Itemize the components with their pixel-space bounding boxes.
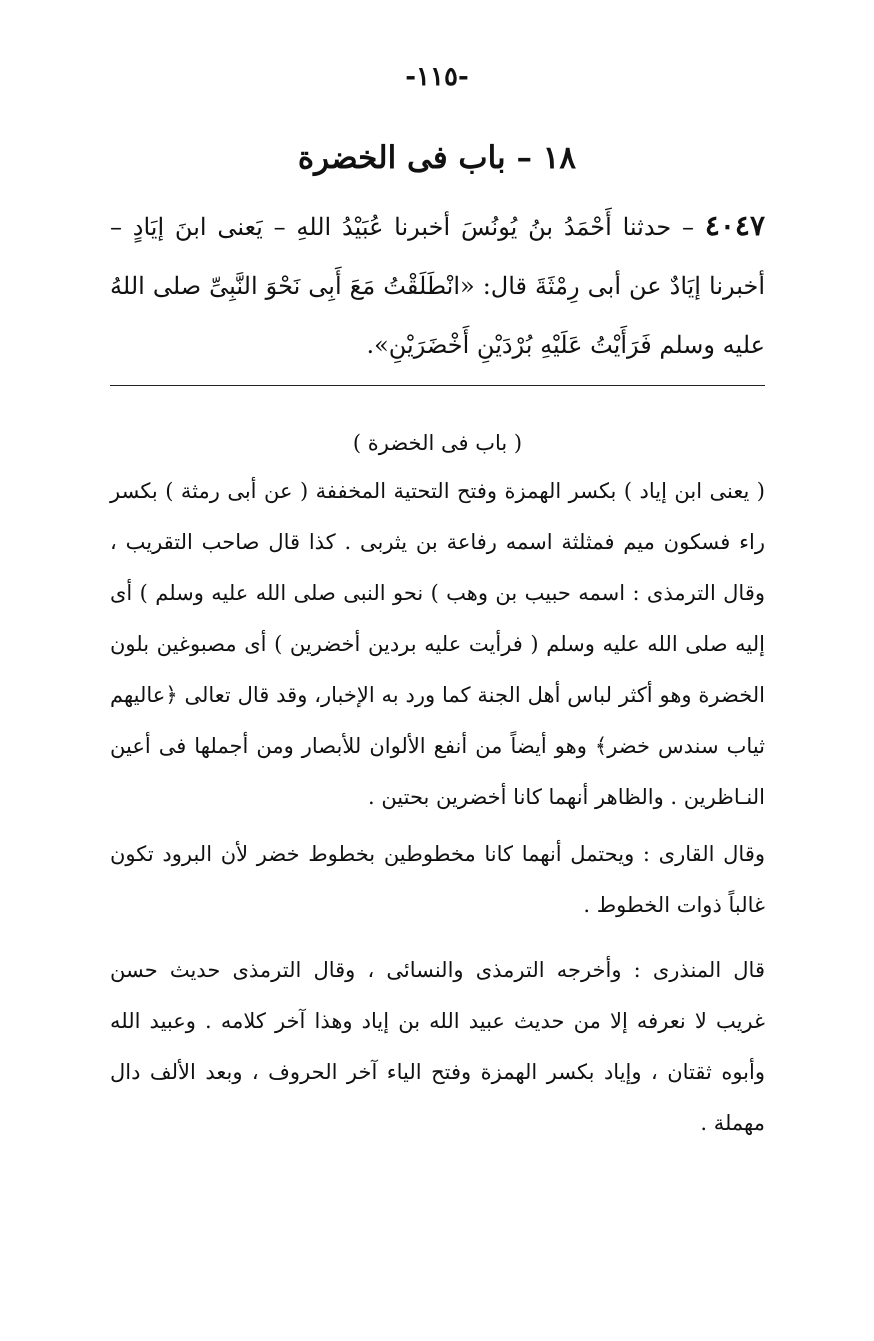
hadith-number: ٤٠٤٧ (704, 209, 765, 242)
commentary-paragraph: ( يعنى ابن إياد ) بكسر الهمزة وفتح التحتية المخففة ( عن أبى رمثة ) بكسر راء فسكون ميم فمثلثة اسمه رفاعة بن يثربى . كذا قال صاحب التقريب ، وقال الترمذى : اسمه حبيب بن وهب ) نحو النبى صلى الله عليه وسلم ) أى إليه صلى الله عليه وسلم ( فرأيت عليه بردين أخضرين ) أى مصبوغين بلون الخضرة وهو أكثر لباس أهل الجنة كما ورد به الإخبار، وقد قال تعالى ﴿عاليهم ثياب سندس خضر﴾ وهو أيضاً من أنفع الألوان للأبصار ومن أجملها فى أعين النـاظرين . والظاهر أنهما كانا أخضرين بحتين . (110, 479, 765, 809)
commentary-block (110, 420, 765, 1149)
footnote-divider (110, 385, 765, 386)
page-number: -١١٥- (405, 62, 469, 92)
commentary-paragraph: قال المنذرى : وأخرجه الترمذى والنسائى ، وقال الترمذى حديث حسن غريب لا نعرفه إلا من حديث عبيد الله بن إياد وهذا آخر كلامه . وعبيد الله وأبوه ثقتان ، وإياد بكسر الهمزة وفتح الياء آخر الحروف ، وبعد الألف دال مهملة . (110, 958, 765, 1135)
hadith-block (110, 196, 765, 375)
commentary-paragraph: وقال القارى : ويحتمل أنهما كانا مخطوطين بخطوط خضر لأن البرود تكون غالباً ذوات الخطوط . (110, 842, 765, 917)
hadith-text: – حدثنا أَحْمَدُ بنُ يُونُسَ أخبرنا عُبَيْدُ اللهِ – يَعنى ابنَ إيَادٍ – أخبرنا إيَادٌ عن أبى رِمْثَةَ قال: «انْطَلَقْتُ مَعَ أَبِى نَحْوَ النَّبِىِّ صلى اللهُ عليه وسلم فَرَأَيْتُ عَلَيْهِ بُرْدَيْنِ أَخْضَرَيْنِ». (110, 213, 765, 359)
commentary-heading: ( باب فى الخضرة ) (352, 431, 523, 455)
chapter-heading: ١٨ – باب فى الخضرة (297, 140, 577, 176)
